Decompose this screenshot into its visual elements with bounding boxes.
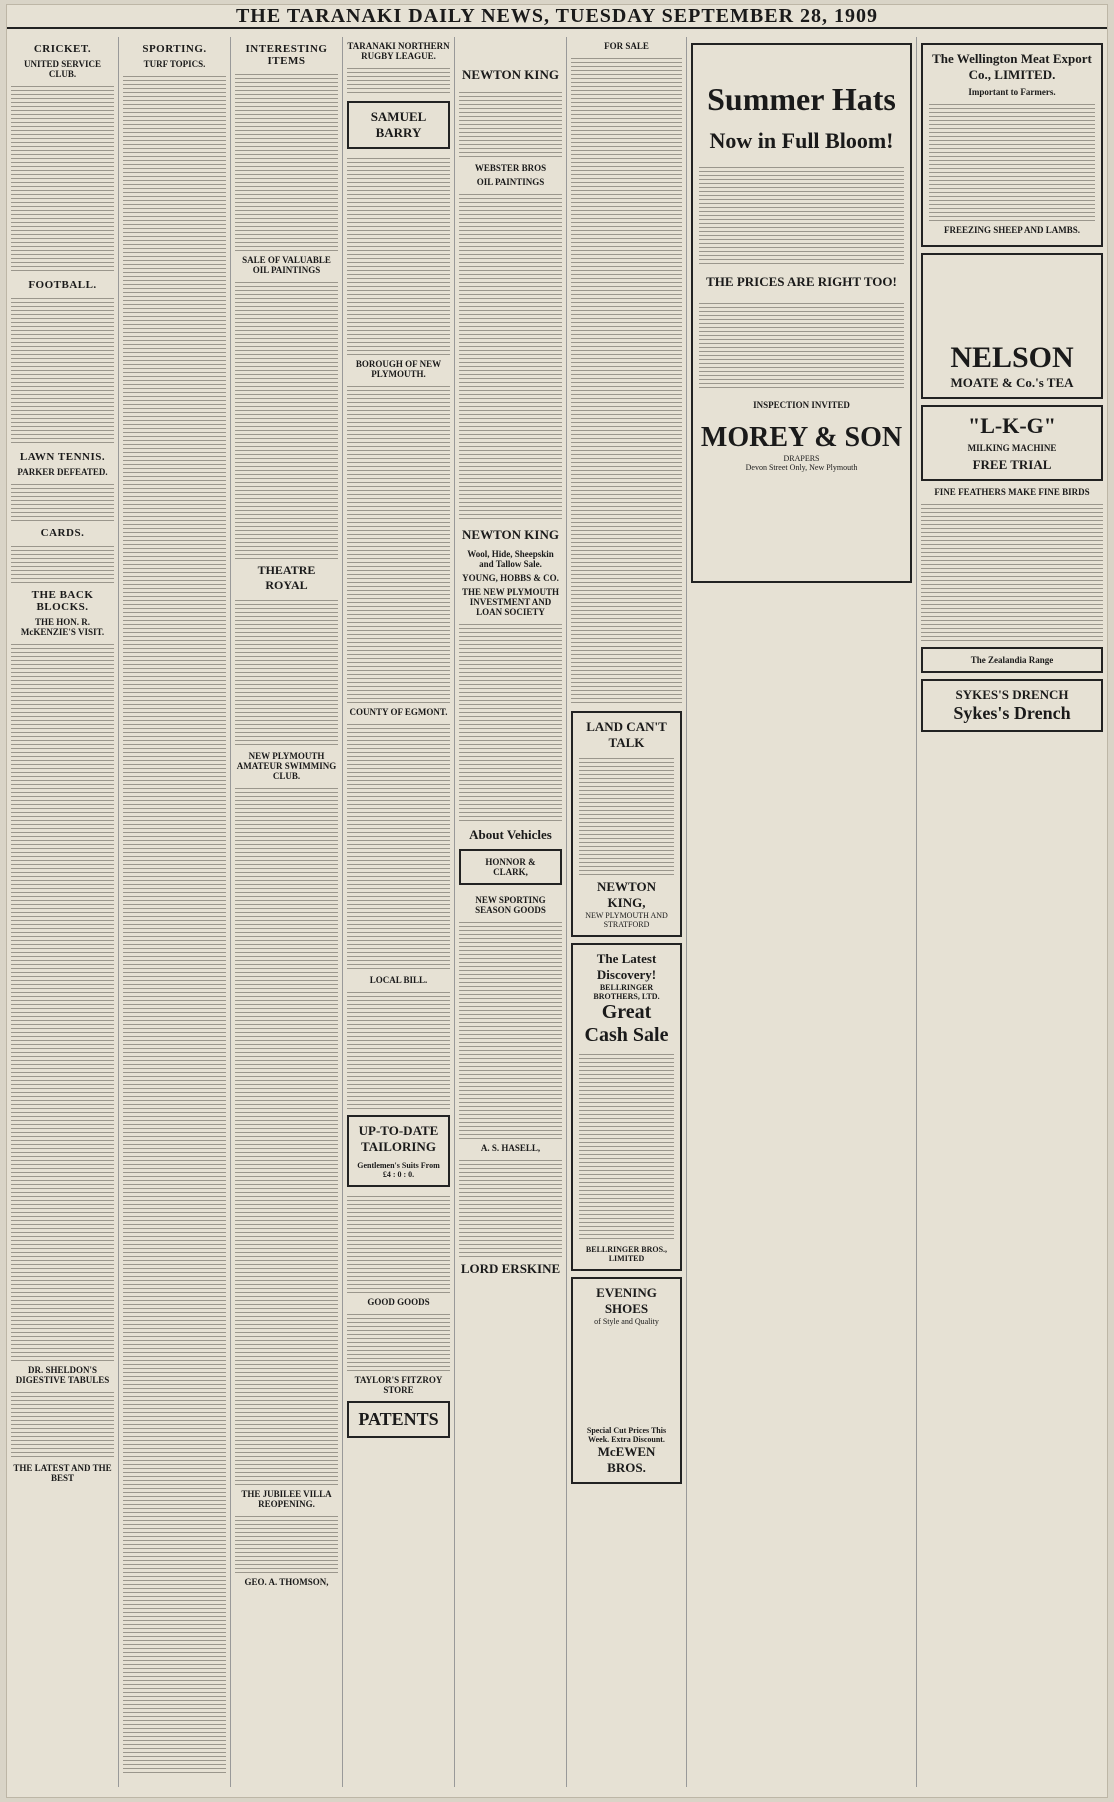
for-sale-heading: FOR SALE [604, 41, 649, 51]
drapers: DRAPERS [783, 454, 820, 463]
article-body [235, 785, 338, 1485]
article-body [11, 543, 114, 583]
article-body [699, 300, 904, 390]
cards-heading: CARDS. [40, 527, 85, 539]
latest-subheading: THE LATEST AND THE BEST [13, 1463, 112, 1483]
article-body [123, 73, 226, 1773]
sporting-goods-heading: NEW SPORTING SEASON GOODS [475, 895, 546, 915]
interesting-heading: INTERESTING ITEMS [245, 43, 328, 67]
article-body [347, 383, 450, 703]
article-body [347, 721, 450, 971]
article-body [929, 101, 1095, 221]
oil-paintings-heading: OIL PAINTINGS [476, 177, 545, 187]
article-body [347, 65, 450, 95]
rugby-subheading: TARANAKI NORTHERN RUGBY LEAGUE. [347, 41, 450, 61]
sale-subheading: SALE OF VALUABLE OIL PAINTINGS [242, 255, 331, 275]
article-body [11, 481, 114, 521]
article-body [579, 755, 674, 875]
article-body [11, 1389, 114, 1459]
lord-erskine-heading: LORD ERSKINE [460, 1261, 561, 1276]
borough-subheading: BOROUGH OF NEW PLYMOUTH. [355, 359, 442, 379]
sykes-drench: Sykes's Drench [953, 703, 1071, 723]
thomson-subheading: GEO. A. THOMSON, [244, 1577, 329, 1587]
column-2 [119, 37, 231, 1787]
bellringer-ad [571, 943, 682, 1271]
article-body [235, 1513, 338, 1573]
county-subheading: COUNTY OF EGMONT. [349, 707, 448, 717]
jubilee-subheading: THE JUBILEE VILLA REOPENING. [241, 1489, 332, 1509]
newton-king-name: NEWTON KING, [597, 879, 656, 910]
latest-discovery: The Latest Discovery! [596, 951, 657, 982]
wool-sale-heading: Wool, Hide, Sheepskin and Tallow Sale. [467, 549, 554, 569]
vehicles-heading: About Vehicles [469, 827, 552, 842]
sykes-title: SYKES'S DRENCH [955, 687, 1069, 702]
summer-hats-ad [691, 43, 912, 583]
lkg-ad [921, 405, 1103, 481]
honnor-clark-ad: HONNOR & CLARK, [459, 849, 562, 885]
evening-shoes-title: EVENING SHOES [596, 1285, 657, 1316]
evening-shoes-sub: of Style and Quality [594, 1317, 659, 1326]
morey-son: MOREY & SON [700, 422, 903, 453]
land-ad [571, 711, 682, 937]
digestive-subheading: DR. SHELDON'S DIGESTIVE TABULES [15, 1365, 110, 1385]
newspaper-page [6, 4, 1108, 1798]
milking-machine: MILKING MACHINE [967, 443, 1057, 453]
gentlemen-suits: Gentlemen's Suits From £4 : 0 : 0. [357, 1161, 440, 1179]
swimming-subheading: NEW PLYMOUTH AMATEUR SWIMMING CLUB. [236, 751, 337, 781]
free-trial: FREE TRIAL [972, 457, 1052, 472]
newton-king-heading: NEWTON KING [462, 67, 559, 82]
article-body [921, 501, 1103, 641]
newton-king-location: NEW PLYMOUTH AND STRATFORD [585, 911, 668, 929]
article-body [347, 1193, 450, 1293]
taylors-heading: TAYLOR'S FITZROY STORE [354, 1375, 443, 1395]
column-6 [567, 37, 687, 1787]
bellringer-bros: BELLRINGER BROS., LIMITED [585, 1245, 668, 1263]
great-cash-sale: Great Cash Sale [584, 1001, 669, 1046]
moate-tea: MOATE & Co.'s TEA [950, 375, 1074, 390]
lkg-title: "L-K-G" [968, 413, 1056, 438]
wellington-meat-ad [921, 43, 1103, 247]
back-blocks-heading: THE BACK BLOCKS. [31, 589, 94, 613]
nelson-tea-ad [921, 253, 1103, 399]
special-cut-prices: Special Cut Prices This Week. Extra Discount. [586, 1426, 667, 1444]
article-body [235, 71, 338, 251]
important-farmers: Important to Farmers. [968, 87, 1056, 97]
tailoring-title: UP-TO-DATE TAILORING [358, 1123, 439, 1154]
inspection-invited: INSPECTION INVITED [753, 400, 850, 410]
column-3 [231, 37, 343, 1787]
article-body [11, 83, 114, 273]
football-heading: FOOTBALL. [28, 279, 97, 291]
column-4 [343, 37, 455, 1787]
sykes-ad [921, 679, 1103, 732]
tailoring-ad [347, 1115, 450, 1187]
bellringer-name: BELLRINGER BROTHERS, LTD. [593, 983, 660, 1001]
article-body [235, 597, 338, 747]
evening-shoes-ad [571, 1277, 682, 1484]
column-8 [917, 37, 1107, 1787]
masthead [7, 5, 1107, 29]
full-bloom: Now in Full Bloom! [709, 128, 894, 153]
mcewen-name: McEWEN BROS. [597, 1444, 656, 1475]
mckenzie-subheading: THE HON. R. McKENZIE'S VISIT. [20, 617, 105, 637]
webster-heading: WEBSTER BROS [474, 163, 547, 173]
shoe-icon [579, 1326, 674, 1426]
club-subheading: UNITED SERVICE CLUB. [24, 59, 101, 79]
column-7 [687, 37, 917, 1787]
hasell-heading: A. S. HASELL, [480, 1143, 541, 1153]
masthead-title: THE TARANAKI DAILY NEWS, TUESDAY SEPTEMBER 28, 1909 [235, 4, 879, 27]
samuel-barry-ad: SAMUEL BARRY [347, 101, 450, 149]
article-body [459, 191, 562, 521]
column-1 [7, 37, 119, 1787]
article-body [459, 919, 562, 1139]
article-body [459, 621, 562, 821]
article-body [347, 1311, 450, 1371]
article-body [235, 279, 338, 559]
article-body [699, 164, 904, 264]
newton-king-heading-2: NEWTON KING [462, 527, 559, 542]
zealandia-range: The Zealandia Range [921, 647, 1103, 673]
wellington-meat-title: The Wellington Meat Export Co., LIMITED. [932, 51, 1092, 82]
patents-ad: PATENTS [347, 1401, 450, 1438]
article-body [579, 1051, 674, 1241]
freezing-heading: FREEZING SHEEP AND LAMBS. [943, 225, 1081, 235]
land-title: LAND CAN'T TALK [586, 719, 667, 750]
summer-hats-title: Summer Hats [707, 81, 896, 117]
parker-subheading: PARKER DEFEATED. [17, 467, 108, 477]
article-body [11, 641, 114, 1361]
turf-subheading: TURF TOPICS. [143, 59, 206, 69]
classifieds [571, 55, 682, 705]
good-goods-heading: GOOD GOODS [367, 1297, 430, 1307]
lawn-tennis-heading: LAWN TENNIS. [19, 451, 106, 463]
sporting-heading: SPORTING. [142, 43, 207, 55]
article-body [459, 89, 562, 159]
lady-illustration [929, 261, 1095, 341]
nelson-title: NELSON [950, 341, 1074, 374]
cricket-heading: CRICKET. [33, 43, 92, 55]
article-body [347, 989, 450, 1109]
article-body [459, 1157, 562, 1257]
devon-street: Devon Street Only, New Plymouth [745, 463, 858, 472]
fine-feathers: FINE FEATHERS MAKE FINE BIRDS [934, 487, 1090, 497]
article-body [11, 295, 114, 445]
article-body [347, 155, 450, 355]
theatre-heading: THEATRE ROYAL [257, 563, 316, 592]
investment-heading: THE NEW PLYMOUTH INVESTMENT AND LOAN SOCIETY [461, 587, 560, 617]
prices-right: THE PRICES ARE RIGHT TOO! [706, 274, 897, 289]
local-bill-subheading: LOCAL BILL. [369, 975, 428, 985]
young-hobbs-heading: YOUNG, HOBBS & CO. [462, 573, 559, 583]
column-5 [455, 37, 567, 1787]
